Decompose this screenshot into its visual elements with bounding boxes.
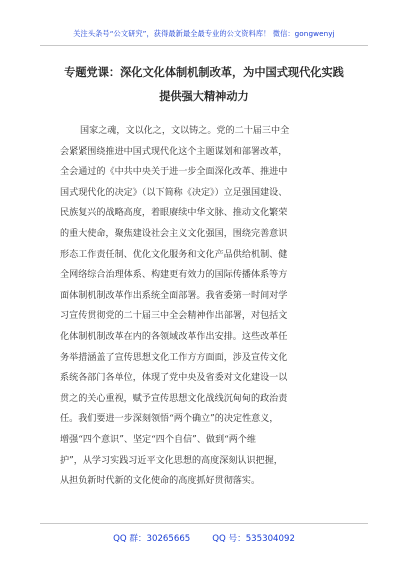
body-line: 全会通过的《中共中央关于进一步全面深化改革、推进中 — [60, 167, 288, 178]
body-line: 务举措涵盖了宣传思想文化工作方方面面，涉及宣传文化 — [60, 352, 288, 363]
header-banner[interactable]: 关注头条号“公文研究”，获得最新最全最专业的公文资料库！ 微信：gongwenyj — [73, 29, 335, 38]
document-title — [52, 60, 356, 108]
footer-qq-number: QQ 号：535304092 — [212, 534, 295, 544]
body-line: 化体制机制改革在内的各领域改革作出安排。这些改革任 — [60, 331, 288, 342]
title-line-2: 提供强大精神动力 — [159, 89, 249, 103]
body-line: 的重大使命，聚焦建设社会主义文化强国，围绕完善意识 — [60, 228, 288, 239]
body-line: 国式现代化的决定》（以下简称《决定》）立足强国建设、 — [60, 187, 288, 198]
header-divider — [40, 45, 368, 46]
body-line: 护”，从学习实践习近平文化思想的高度深刻认识把握， — [60, 455, 283, 466]
footer-qq-group: QQ 群：30265665 — [113, 534, 191, 544]
footer-contact — [40, 532, 368, 544]
body-line: 国家之魂，文以化之，文以铸之。党的二十届三中全 — [80, 126, 290, 136]
body-line: 形态工作责任制、优化文化服务和文化产品供给机制、健 — [60, 249, 288, 260]
body-line: 全网络综合治理体系、构建更有效力的国际传播体系等方 — [60, 270, 288, 281]
body-line: 系统各部门各单位，体现了党中央及省委对文化建设一以 — [60, 373, 288, 384]
body-line: 民族复兴的战略高度，着眼赓续中华文脉、推动文化繁荣 — [60, 208, 288, 219]
body-line: 从担负新时代新的文化使命的高度抓好贯彻落实。 — [60, 476, 261, 487]
title-line-1: 专题党课：深化文化体制机制改革，为中国式现代化实践 — [64, 65, 344, 79]
body-line: 面体制机制改革作出系统全面部署。我省委第一时间对学 — [60, 290, 288, 301]
body-line: 贯之的关心重视，赋予宣传思想文化战线沉甸甸的政治责 — [60, 393, 288, 404]
document-body — [60, 121, 348, 492]
footer-divider — [40, 523, 368, 524]
body-line: 任。我们要进一步深刻领悟“两个确立”的决定性意义， — [60, 414, 279, 425]
body-line: 会紧紧围绕推进中国式现代化这个主题谋划和部署改革， — [60, 146, 288, 157]
body-line: 增强“四个意识”、坚定“四个自信”、做到“两个维 — [60, 434, 257, 445]
body-line: 习宣传贯彻党的二十届三中全会精神作出部署，对包括文 — [60, 311, 288, 322]
